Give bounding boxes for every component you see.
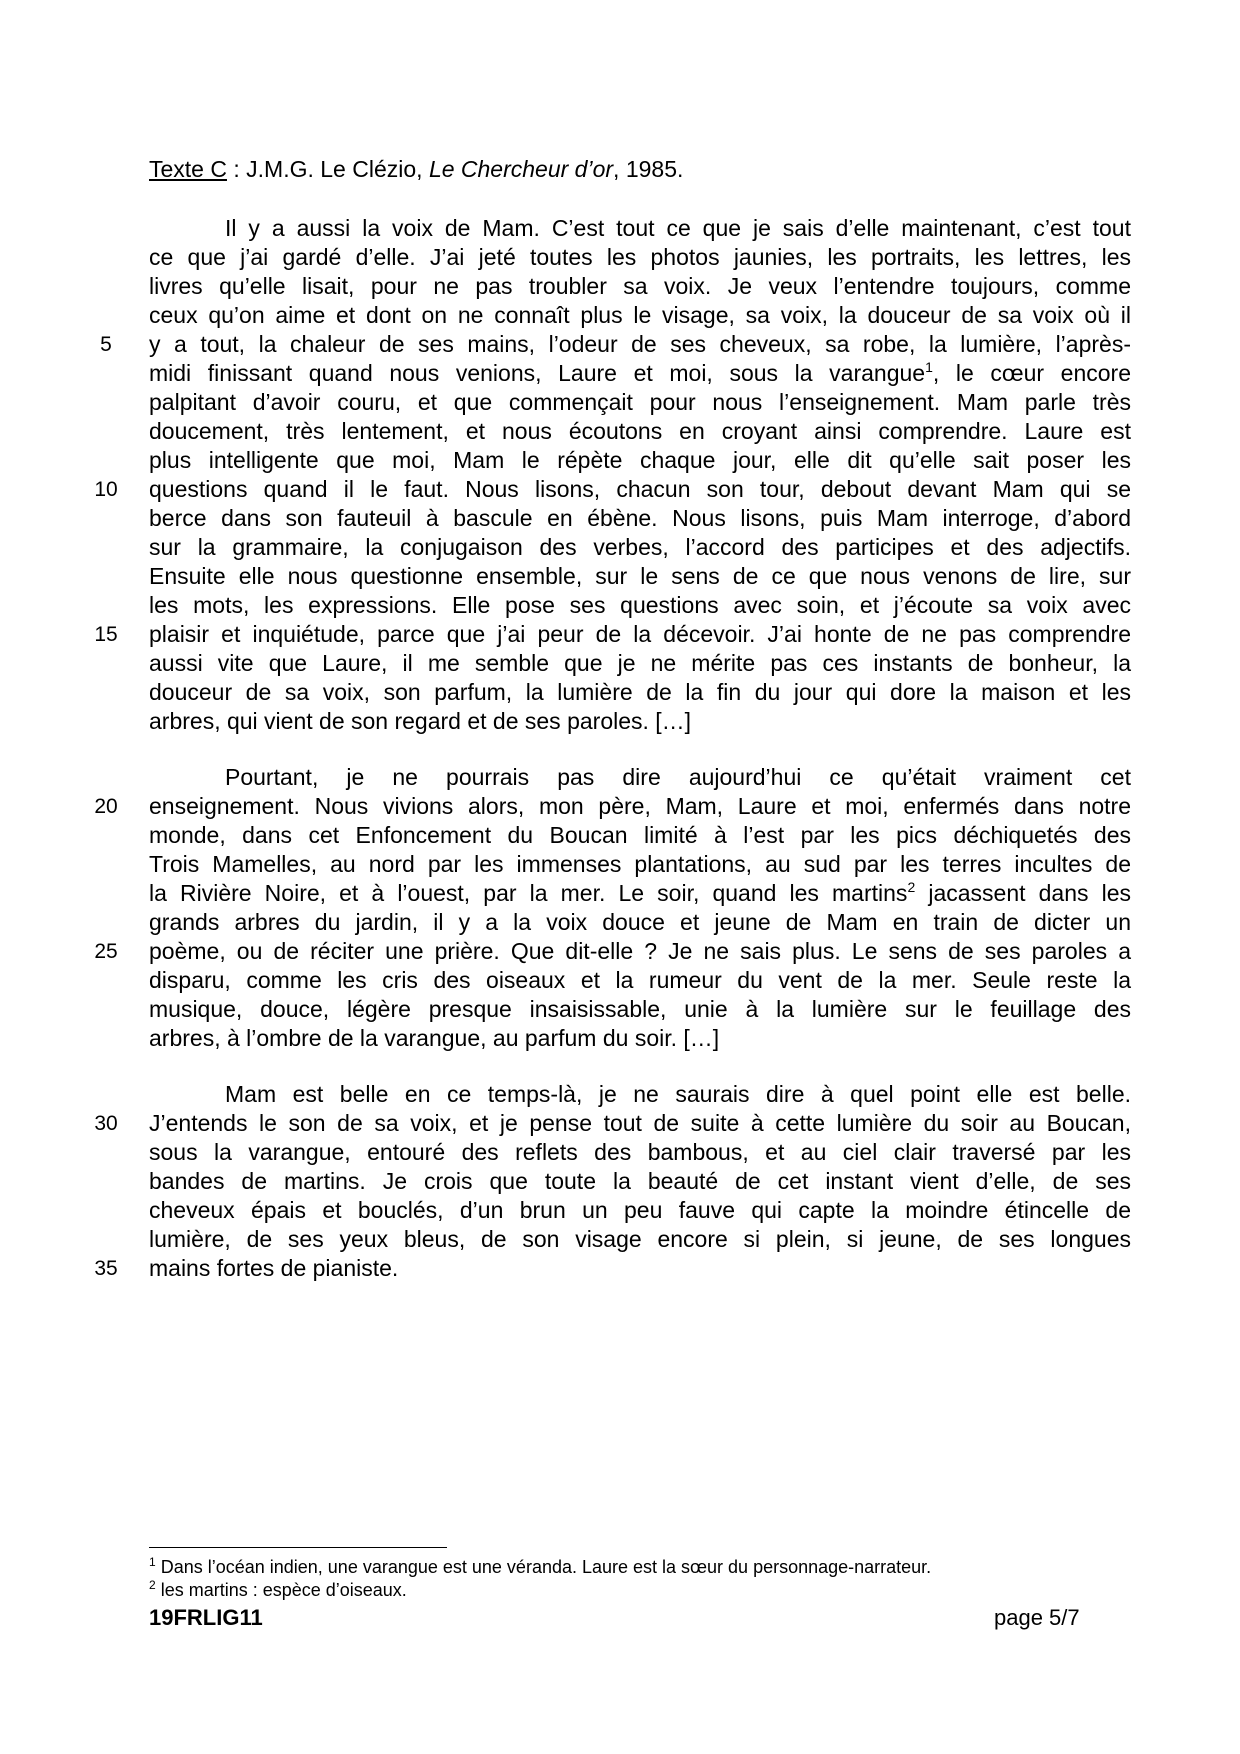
text-line-4: ceux qu’on aime et dont on ne connaît plus le visage, sa voix, la douceur de sa voix où il — [149, 302, 1131, 328]
document-code: 19FRLIG11 — [149, 1605, 263, 1630]
text-line-27: musique, douce, légère presque insaisissable, unie à la lumière sur le feuillage des — [149, 996, 1131, 1022]
author-name: J.M.G. Le Clézio, — [246, 156, 429, 182]
text-line-6-end: , le cœur encore — [932, 360, 1132, 386]
text-line-22: Trois Mamelles, au nord par les immenses plantations, au sud par les terres incultes de — [149, 851, 1131, 877]
publication-year: , 1985. — [613, 156, 684, 182]
text-line-23-start: la Rivière Noire, et à l’ouest, par la mer. Le soir, quand les martins — [149, 880, 908, 906]
text-line-33: cheveux épais et bouclés, d’un brun un peu fauve qui capte la moindre étincelle de — [149, 1197, 1131, 1223]
text-line-3: livres qu’elle lisait, pour ne pas troubler sa voix. Je veux l’entendre toujours, comme — [149, 273, 1131, 299]
text-line-25: poème, ou de réciter une prière. Que dit-elle ? Je ne sais plus. Le sens de ses paroles a — [149, 938, 1131, 964]
text-line-1: Il y a aussi la voix de Mam. C’est tout ce que je sais d’elle maintenant, c’est tout — [225, 215, 1131, 241]
page-number: page 5/7 — [994, 1605, 1080, 1630]
footnote-divider — [149, 1547, 447, 1548]
text-line-31: sous la varangue, entouré des reflets des bambous, et au ciel clair traversé par les — [149, 1139, 1131, 1165]
line-number-35: 35 — [94, 1257, 118, 1280]
text-line-26: disparu, comme les cris des oiseaux et la rumeur du vent de la mer. Seule reste la — [149, 967, 1131, 993]
footnote-ref-2: 2 — [907, 879, 916, 895]
text-line-6-start: midi finissant quand nous venions, Laure et moi, sous la varangue — [149, 360, 926, 386]
text-line-14: les mots, les expressions. Elle pose ses questions avec soin, et j’écoute sa voix avec — [149, 592, 1131, 618]
text-line-28: arbres, à l’ombre de la varangue, au parfum du soir. […] — [149, 1025, 720, 1051]
text-line-11: berce dans son fauteuil à bascule en ébène. Nous lisons, puis Mam interroge, d’abord — [149, 505, 1131, 531]
footnote-2 — [149, 1578, 407, 1602]
text-line-24: grands arbres du jardin, il y a la voix douce et jeune de Mam en train de dicter un — [149, 909, 1131, 935]
line-number-30: 30 — [94, 1112, 118, 1135]
footnote-ref-1: 1 — [925, 359, 933, 375]
text-line-35: mains fortes de pianiste. — [149, 1255, 399, 1281]
text-line-9: plus intelligente que moi, Mam le répète chaque jour, elle dit qu’elle sait poser les — [149, 447, 1131, 473]
text-line-20: enseignement. Nous vivions alors, mon père, Mam, Laure et moi, enfermés dans notre — [149, 793, 1131, 819]
line-number-20: 20 — [94, 795, 118, 818]
text-line-2: ce que j’ai gardé d’elle. J’ai jeté toutes les photos jaunies, les portraits, les lettres, les — [149, 244, 1131, 270]
text-line-19: Pourtant, je ne pourrais pas dire aujourd’hui ce qu’était vraiment cet — [225, 764, 1131, 790]
footnote-1 — [149, 1555, 931, 1579]
text-line-16: aussi vite que Laure, il me semble que je ne mérite pas ces instants de bonheur, la — [149, 650, 1131, 676]
text-line-34: lumière, de ses yeux bleus, de son visage encore si plein, si jeune, de ses longues — [149, 1226, 1131, 1252]
text-line-15: plaisir et inquiétude, parce que j’ai peur de la décevoir. J’ai honte de ne pas comprendre — [149, 621, 1131, 647]
text-line-32: bandes de martins. Je crois que toute la beauté de cet instant vient d’elle, de ses — [149, 1168, 1131, 1194]
text-line-30: J’entends le son de sa voix, et je pense tout de suite à cette lumière du soir au Boucan, — [149, 1110, 1131, 1136]
line-number-25: 25 — [94, 940, 118, 963]
text-line-21: monde, dans cet Enfoncement du Boucan limité à l’est par les pics déchiquetés des — [149, 822, 1131, 848]
line-number-10: 10 — [94, 478, 118, 501]
text-source-heading — [149, 152, 683, 186]
footnote-1-mark: 1 — [149, 1555, 156, 1569]
text-line-10: questions quand il le faut. Nous lisons, chacun son tour, debout devant Mam qui se — [149, 476, 1131, 502]
text-line-7: palpitant d’avoir couru, et que commençait pour nous l’enseignement. Mam parle très — [149, 389, 1131, 415]
text-line-17: douceur de sa voix, son parfum, la lumière de la fin du jour qui dore la maison et les — [149, 679, 1131, 705]
text-line-23-end: jacassent dans les — [915, 880, 1131, 906]
text-line-5: y a tout, la chaleur de ses mains, l’odeur de ses cheveux, sa robe, la lumière, l’après- — [149, 331, 1131, 357]
text-label: Texte C — [149, 156, 227, 182]
text-line-13: Ensuite elle nous questionne ensemble, sur le sens de ce que nous venons de lire, sur — [149, 563, 1131, 589]
text-line-18: arbres, qui vient de son regard et de ses paroles. […] — [149, 708, 692, 734]
footnote-2-mark: 2 — [149, 1578, 156, 1592]
footnote-1-text: Dans l’océan indien, une varangue est une véranda. Laure est la sœur du personnage-narrateur. — [155, 1557, 932, 1577]
footnote-2-text: les martins : espèce d’oiseaux. — [155, 1580, 407, 1600]
text-line-29: Mam est belle en ce temps-là, je ne saurais dire à quel point elle est belle. — [225, 1081, 1131, 1107]
heading-separator: : — [226, 156, 247, 182]
book-title: Le Chercheur d’or — [428, 156, 614, 182]
text-line-12: sur la grammaire, la conjugaison des verbes, l’accord des participes et des adjectifs. — [149, 534, 1131, 560]
line-number-5: 5 — [100, 333, 112, 356]
line-number-15: 15 — [94, 623, 118, 646]
text-line-8: doucement, très lentement, et nous écoutons en croyant ainsi comprendre. Laure est — [149, 418, 1131, 444]
